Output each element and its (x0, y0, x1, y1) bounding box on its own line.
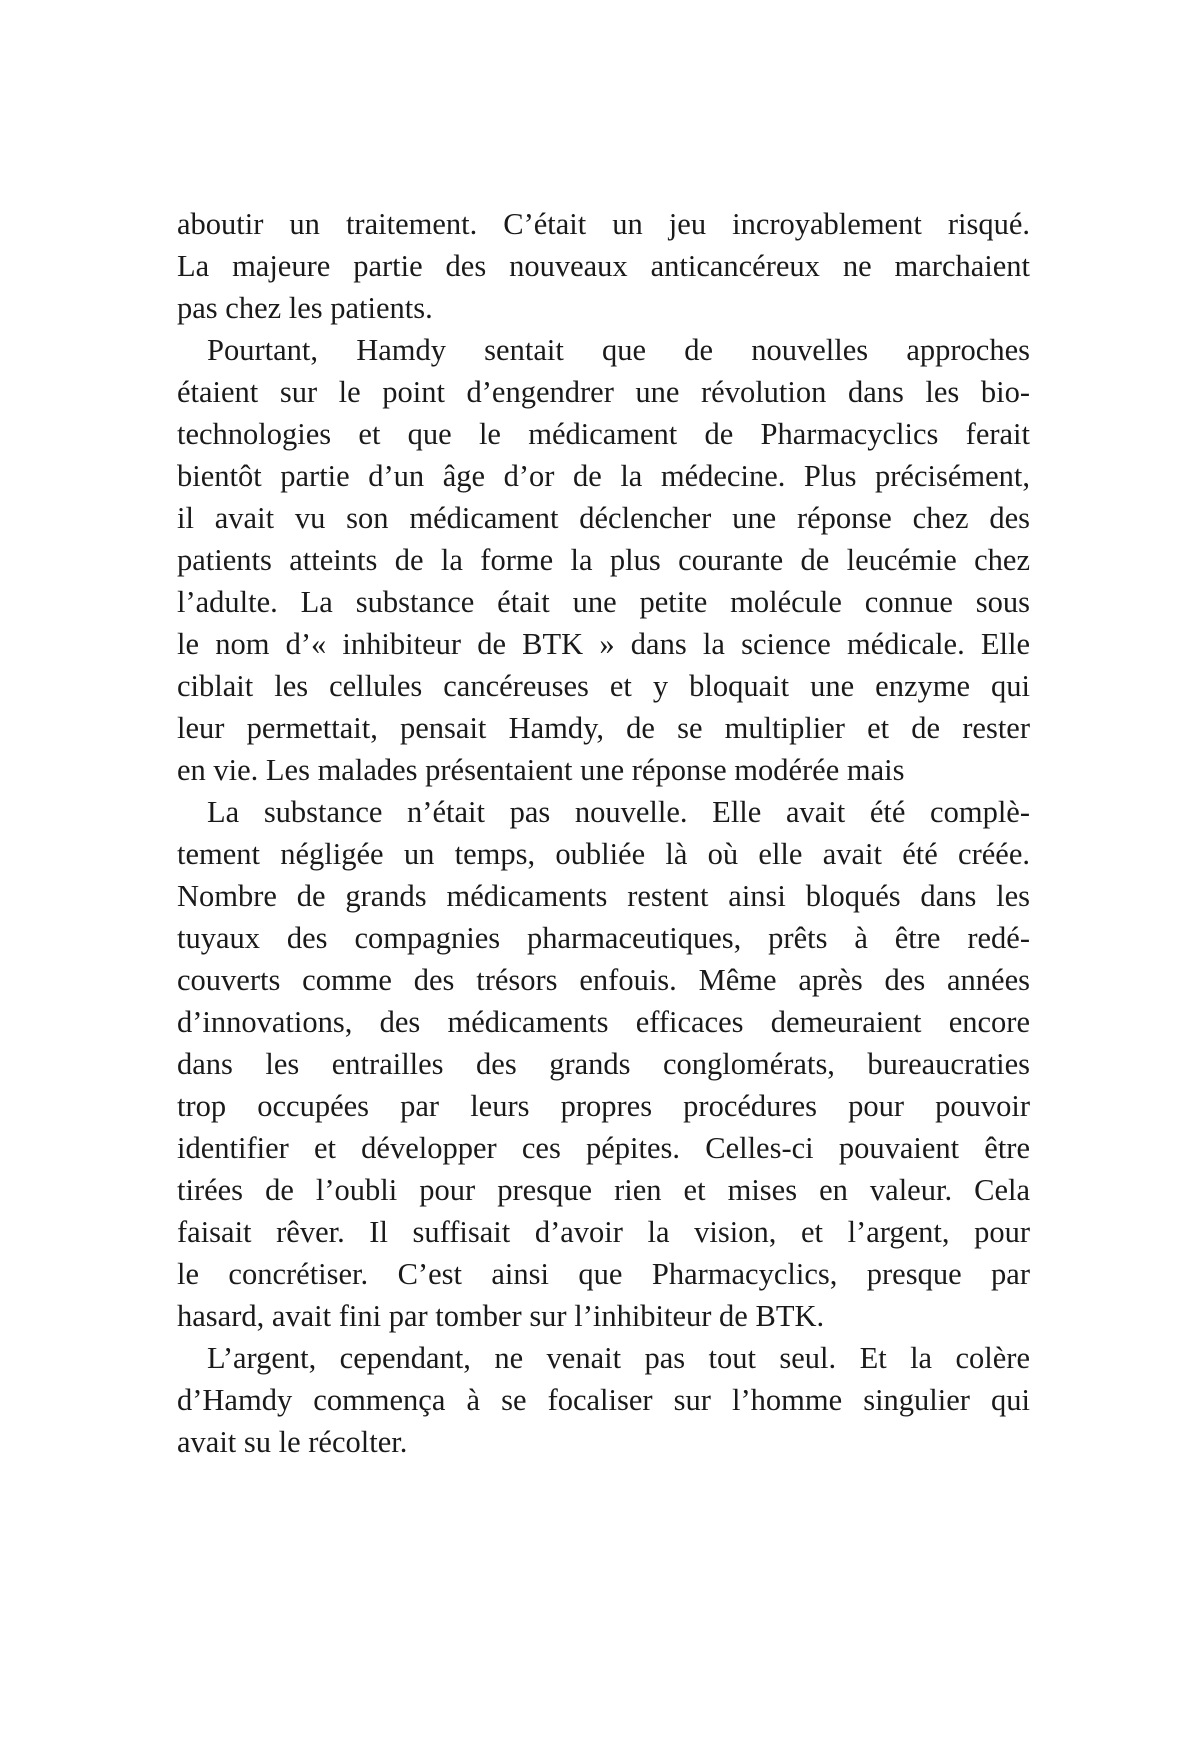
text-line: en vie. Les malades présentaient une réponse modérée mais (177, 753, 905, 787)
paragraph-3 (177, 791, 1030, 1337)
text-line: couverts comme des trésors enfouis. Même après des années (177, 963, 1030, 997)
paragraph-4 (177, 1337, 1030, 1463)
text-line: pas chez les patients. (177, 291, 433, 325)
text-line: leur permettait, pensait Hamdy, de se multiplier et de rester (177, 711, 1030, 745)
paragraph-2 (177, 329, 1030, 791)
text-line: il avait vu son médicament déclencher une réponse chez des (177, 501, 1030, 535)
text-line: technologies et que le médicament de Pharmacyclics ferait (177, 417, 1030, 451)
text-line: tirées de l’oubli pour presque rien et mises en valeur. Cela (177, 1173, 1030, 1207)
text-line: faisait rêver. Il suffisait d’avoir la vision, et l’argent, pour (177, 1215, 1030, 1249)
text-line: trop occupées par leurs propres procédures pour pouvoir (177, 1089, 1030, 1123)
text-line: ciblait les cellules cancéreuses et y bloquait une enzyme qui (177, 669, 1030, 703)
text-line: avait su le récolter. (177, 1425, 408, 1459)
text-line: La substance n’était pas nouvelle. Elle avait été complè- (207, 795, 1030, 829)
text-line: le nom d’« inhibiteur de BTK » dans la science médicale. Elle (177, 627, 1030, 661)
text-line: dans les entrailles des grands conglomérats, bureaucraties (177, 1047, 1030, 1081)
text-line: étaient sur le point d’engendrer une révolution dans les bio- (177, 375, 1030, 409)
text-line: l’adulte. La substance était une petite molécule connue sous (177, 585, 1030, 619)
text-line: tuyaux des compagnies pharmaceutiques, prêts à être redé- (177, 921, 1030, 955)
text-line: L’argent, cependant, ne venait pas tout seul. Et la colère (207, 1341, 1030, 1375)
text-line: patients atteints de la forme la plus courante de leucémie chez (177, 543, 1030, 577)
text-line: d’innovations, des médicaments efficaces demeuraient encore (177, 1005, 1030, 1039)
text-line: Pourtant, Hamdy sentait que de nouvelles approches (207, 333, 1030, 367)
text-line: aboutir un traitement. C’était un jeu incroyablement risqué. (177, 207, 1030, 241)
body-text (177, 203, 1030, 1463)
text-line: tement négligée un temps, oubliée là où elle avait été créée. (177, 837, 1030, 871)
paragraph-1 (177, 203, 1030, 329)
text-line: bientôt partie d’un âge d’or de la médecine. Plus précisément, (177, 459, 1030, 493)
text-line: La majeure partie des nouveaux anticancéreux ne marchaient (177, 249, 1030, 283)
text-line: le concrétiser. C’est ainsi que Pharmacyclics, presque par (177, 1257, 1030, 1291)
text-line: identifier et développer ces pépites. Celles-ci pouvaient être (177, 1131, 1030, 1165)
text-line: hasard, avait fini par tomber sur l’inhibiteur de BTK. (177, 1299, 825, 1333)
text-line: Nombre de grands médicaments restent ainsi bloqués dans les (177, 879, 1030, 913)
text-line: d’Hamdy commença à se focaliser sur l’homme singulier qui (177, 1383, 1030, 1417)
